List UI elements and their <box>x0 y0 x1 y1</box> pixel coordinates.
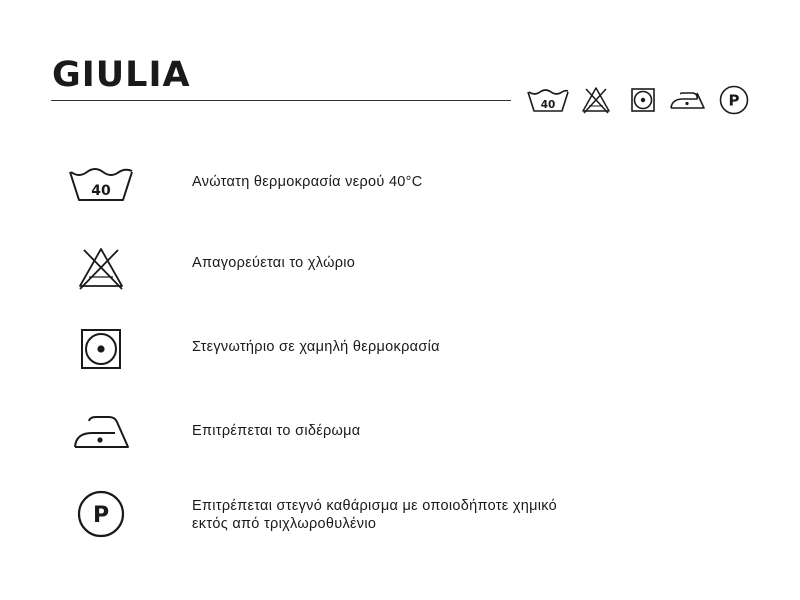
care-item-no-bleach <box>0 240 800 292</box>
dry-clean-p-icon <box>77 490 125 538</box>
dry-clean-letter: P <box>92 503 110 528</box>
tumble-dry-low-icon <box>80 328 122 370</box>
care-label-no-bleach: Απαγορεύεται το χλώριο <box>192 255 356 271</box>
care-label-dry-clean-line1: Επιτρέπεται στεγνό καθάρισμα με οποιοδήποτε χημικό <box>192 498 558 514</box>
wash-40-icon <box>68 164 134 204</box>
title-divider <box>51 100 511 101</box>
no-bleach-icon <box>76 244 126 290</box>
wash-temp-text: 40 <box>91 183 111 199</box>
care-label-iron: Επιτρέπεται το σιδέρωμα <box>192 423 361 439</box>
care-label-dry-clean <box>192 497 632 533</box>
wash-temp-text: 40 <box>540 99 556 111</box>
care-label-tumble-dry: Στεγνωτήριο σε χαμηλή θερμοκρασία <box>192 339 440 355</box>
care-item-wash <box>0 160 800 204</box>
iron-icon <box>669 84 707 116</box>
tumble-dry-low-icon <box>629 84 657 116</box>
dry-clean-letter: P <box>728 91 740 110</box>
care-item-tumble-dry <box>0 326 800 370</box>
care-label-wash: Ανώτατη θερμοκρασία νερού 40°C <box>192 174 423 190</box>
product-title: GIULIA <box>52 55 191 95</box>
dry-clean-p-icon <box>718 84 750 116</box>
care-item-dry-clean <box>0 488 800 540</box>
header-care-icons <box>526 84 756 116</box>
no-bleach-icon <box>580 84 612 116</box>
care-item-iron <box>0 410 800 450</box>
wash-40-icon <box>526 84 570 116</box>
care-label-dry-clean-line2: εκτός από τριχλωροθυλένιο <box>192 516 377 532</box>
iron-icon <box>72 412 130 450</box>
